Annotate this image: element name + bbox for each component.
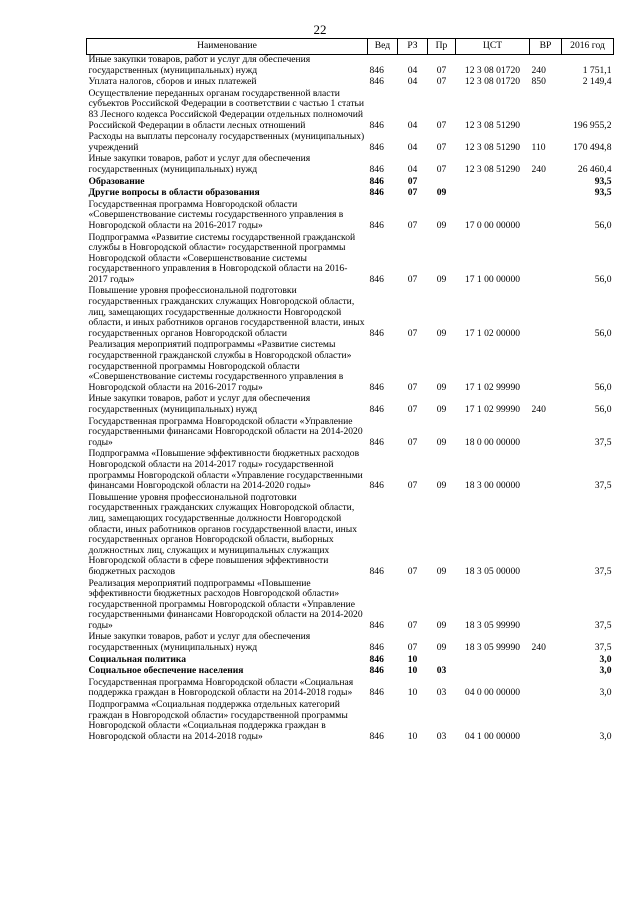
row-cst: [456, 666, 530, 678]
table-row: [87, 678, 614, 700]
row-vr: [530, 417, 562, 450]
table-row: [87, 89, 614, 132]
row-sum: 37,5: [594, 619, 612, 631]
row-name: Подпрограмма «Социальная поддержка отдельных категорий граждан в Новгородской области» государственной программы Новгородской области «Социальная поддержка граждан в Новгородской области на 2014-2018 годы»: [88, 699, 348, 742]
row-rz: 04: [407, 64, 418, 76]
row-rz: 07: [407, 187, 418, 199]
row-sum: 196 955,2: [573, 119, 612, 131]
row-vr: [530, 449, 562, 492]
row-rz: 04: [407, 163, 418, 175]
row-name: Повышение уровня профессиональной подготовки государственных гражданских служащих Новгородской области, лиц, замещающих государственные должности Новгородской области, иных работников органов государственной власти, иных государственных органов Новгородской области, выборных должностных лиц, служащих и муниципальных служащих Новгородской области в сфере повышения эффективности бюджетных расходов: [88, 491, 358, 577]
row-vr: [530, 188, 562, 200]
table-row: [87, 340, 614, 394]
row-vr: 240: [531, 64, 546, 76]
row-rz: 07: [407, 436, 418, 448]
row-cst: 12 3 08 01720: [464, 76, 521, 88]
row-ved: 846: [369, 642, 384, 654]
row-ved: 846: [369, 64, 384, 76]
row-sum: 3,0: [599, 730, 612, 742]
row-name: Другие вопросы в области образования: [88, 187, 260, 199]
row-name: Подпрограмма «Повышение эффективности бюджетных расходов Новгородской области на 2014-2017 годы» государственной программы Новгородской области «Управление государственными финансами Новгородской области на 2014-2020 годы»: [88, 448, 363, 492]
row-cst: 18 3 05 99990: [464, 642, 521, 654]
table-row: [87, 55, 614, 78]
row-pr: 07: [436, 64, 447, 76]
row-rz: 10: [407, 665, 418, 677]
row-vr: [530, 200, 562, 233]
row-rz: 04: [407, 119, 418, 131]
table-row: [87, 132, 614, 154]
row-sum: 37,5: [594, 565, 612, 577]
row-ved: 846: [369, 175, 384, 187]
row-cst: [456, 655, 530, 667]
row-name: Иные закупки товаров, работ и услуг для обеспечения государственных (муниципальных) нужд: [88, 54, 311, 76]
row-cst: 17 1 00 00000: [464, 273, 521, 285]
row-ved: 846: [369, 273, 384, 285]
table-row: [87, 493, 614, 579]
row-sum: 93,5: [594, 175, 612, 187]
row-pr: 09: [436, 565, 447, 577]
row-cst: 12 3 08 51290: [464, 163, 521, 175]
row-pr: 03: [436, 687, 447, 699]
row-ved: 846: [369, 653, 384, 665]
row-rz: 10: [407, 730, 418, 742]
row-pr: 09: [436, 642, 447, 654]
row-vr: 240: [531, 642, 546, 654]
row-name: Иные закупки товаров, работ и услуг для обеспечения государственных (муниципальных) нужд: [88, 631, 311, 654]
row-pr: 09: [436, 273, 447, 285]
page-number: 22: [313, 22, 327, 37]
row-pr: 07: [436, 119, 447, 131]
row-name: Социальное обеспечение населения: [88, 665, 244, 677]
row-cst: 18 3 05 99990: [464, 619, 521, 631]
row-vr: [530, 493, 562, 579]
row-cst: 04 1 00 00000: [464, 730, 521, 742]
row-cst: 17 0 00 00000: [464, 219, 521, 231]
row-pr: 09: [436, 187, 447, 199]
row-rz: 04: [407, 76, 418, 88]
row-ved: 846: [369, 665, 384, 677]
table-row: [87, 700, 614, 743]
row-sum: 37,5: [594, 642, 612, 654]
header-sum: 2016 год: [562, 39, 614, 55]
row-ved: 846: [369, 619, 384, 631]
row-name: Социальная политика: [88, 653, 187, 665]
table-row: [87, 286, 614, 340]
row-pr: 09: [436, 327, 447, 339]
row-name: Уплата налогов, сборов и иных платежей: [88, 76, 257, 88]
row-pr: 09: [436, 404, 447, 415]
row-name: Расходы на выплаты персоналу государственных (муниципальных) учреждений: [88, 131, 365, 153]
row-vr: [530, 678, 562, 700]
row-rz: 07: [407, 175, 418, 187]
row-name: Государственная программа Новгородской области «Управление государственными финансами Новгородской области на 2014-2020 годы»: [88, 415, 363, 448]
row-name: Иные закупки товаров, работ и услуг для обеспечения государственных (муниципальных) нужд: [88, 153, 311, 175]
row-rz: 04: [407, 141, 418, 153]
row-cst: [456, 188, 530, 200]
row-cst: 12 3 08 01720: [464, 64, 521, 76]
row-rz: 07: [407, 480, 418, 492]
row-vr: [530, 579, 562, 633]
row-name: Реализация мероприятий подпрограммы «Развитие системы государственной гражданской службы в Новгородской области» государственной программы Новгородской области «Совершенствование системы государственного управления в Новгородской области на 2016-2017 годы»: [88, 339, 352, 393]
row-rz: 07: [407, 619, 418, 631]
budget-table: [86, 38, 614, 743]
row-pr: 07: [436, 163, 447, 175]
row-name: Реализация мероприятий подпрограммы «Повышение эффективности бюджетных расходов Новгородской области» государственной программы Новгородской области «Управление государственными финансами Новгородской области на 2014-2020 годы»: [88, 577, 363, 631]
row-vr: [530, 177, 562, 189]
row-vr: 850: [531, 76, 546, 88]
row-ved: 846: [369, 381, 384, 393]
row-pr: 03: [436, 665, 447, 677]
row-ved: 846: [369, 219, 384, 231]
row-cst: [456, 177, 530, 189]
row-cst: 04 0 00 00000: [464, 687, 521, 699]
table-row: [87, 417, 614, 450]
row-pr: 07: [436, 141, 447, 153]
row-vr: [530, 89, 562, 132]
row-rz: 07: [407, 381, 418, 393]
row-cst: 17 1 02 99990: [464, 381, 521, 393]
row-rz: 07: [407, 273, 418, 285]
table-row: [87, 449, 614, 492]
row-name: Государственная программа Новгородской области «Социальная поддержка граждан в Новгородской области на 2014-2018 годы»: [88, 676, 354, 699]
row-pr: 09: [436, 219, 447, 231]
header-ved: Вед: [368, 39, 398, 55]
row-pr: 09: [436, 619, 447, 631]
table-row: [87, 579, 614, 633]
row-sum: 170 494,8: [573, 141, 612, 153]
table-row: [87, 233, 614, 287]
row-sum: 37,5: [594, 436, 612, 448]
row-ved: 846: [369, 404, 384, 415]
header-vr: ВР: [530, 39, 562, 55]
row-sum: 3,0: [599, 653, 612, 665]
row-sum: 56,0: [594, 273, 612, 285]
row-ved: 846: [369, 141, 384, 153]
row-cst: 12 3 08 51290: [464, 141, 521, 153]
row-rz: 07: [407, 327, 418, 339]
row-sum: 1 751,1: [582, 64, 612, 76]
header-rz: РЗ: [398, 39, 428, 55]
row-cst: 18 0 00 00000: [464, 436, 521, 448]
row-pr: 09: [436, 480, 447, 492]
row-sum: 37,5: [594, 480, 612, 492]
table-header-row: [87, 39, 614, 55]
row-vr: 110: [531, 141, 546, 153]
table-row: [87, 200, 614, 233]
row-sum: 56,0: [594, 327, 612, 339]
row-sum: 26 460,4: [577, 163, 612, 175]
row-ved: 846: [369, 565, 384, 577]
row-ved: 846: [369, 730, 384, 742]
header-cst: ЦСТ: [456, 39, 530, 55]
table-row: [87, 154, 614, 176]
row-pr: 09: [436, 381, 447, 393]
row-ved: 846: [369, 436, 384, 448]
row-name: Осуществление переданных органам государственной власти субъектов Российской Федерации в соответствии с частью 1 статьи 83 Лесного кодекса Российской Федерации отдельных полномочий Российской Федерации в области лесных отношений: [88, 87, 365, 131]
row-rz: 07: [407, 642, 418, 654]
row-vr: [530, 700, 562, 743]
row-cst: 12 3 08 51290: [464, 119, 521, 131]
row-cst: 17 1 02 99990: [464, 404, 521, 415]
row-rz: 07: [407, 565, 418, 577]
header-name: Наименование: [87, 39, 368, 55]
row-vr: 240: [531, 404, 546, 415]
row-ved: 846: [369, 163, 384, 175]
row-name: Иные закупки товаров, работ и услуг для обеспечения государственных (муниципальных) нужд: [88, 393, 311, 415]
row-sum: 56,0: [594, 404, 612, 415]
row-vr: [530, 655, 562, 667]
row-rz: 10: [407, 687, 418, 699]
row-pr: 09: [436, 436, 447, 448]
row-ved: 846: [369, 687, 384, 699]
row-sum: 93,5: [594, 187, 612, 199]
table-row: [87, 188, 614, 200]
table-row: [87, 394, 614, 416]
row-name: Образование: [88, 175, 145, 187]
row-sum: 3,0: [599, 687, 612, 699]
table-row: [87, 632, 614, 654]
row-sum: 2 149,4: [582, 76, 612, 88]
row-sum: 56,0: [594, 219, 612, 231]
row-vr: [530, 340, 562, 394]
table-body: [87, 55, 614, 744]
row-vr: [530, 666, 562, 678]
row-pr: 07: [436, 76, 447, 88]
header-pr: Пр: [428, 39, 456, 55]
row-vr: [530, 233, 562, 287]
row-pr: 03: [436, 730, 447, 742]
row-name: Повышение уровня профессиональной подготовки государственных гражданских служащих Новгородской области, лиц, замещающих государственные должности Новгородской области, и иных работников органов государственной власти, иных государственных органов Новгородской области: [88, 285, 365, 339]
row-name: Государственная программа Новгородской области «Совершенствование системы государственного управления в Новгородской области на 2016-2017 годы»: [88, 198, 344, 231]
row-name: Подпрограмма «Развитие системы государственной гражданской службы в Новгородской области» государственной программы Новгородской области «Совершенствование системы государственного управления в Новгородской области на 2016-2017 годы»: [88, 231, 356, 285]
row-rz: 07: [407, 404, 418, 415]
row-rz: 10: [407, 653, 418, 665]
row-rz: 07: [407, 219, 418, 231]
row-ved: 846: [369, 76, 384, 88]
row-cst: 17 1 02 00000: [464, 327, 521, 339]
row-vr: 240: [531, 163, 546, 175]
row-ved: 846: [369, 480, 384, 492]
row-ved: 846: [369, 119, 384, 131]
row-ved: 846: [369, 187, 384, 199]
row-cst: 18 3 00 00000: [464, 480, 521, 492]
row-sum: 56,0: [594, 381, 612, 393]
row-sum: 3,0: [599, 665, 612, 677]
row-vr: [530, 286, 562, 340]
row-ved: 846: [369, 327, 384, 339]
row-cst: 18 3 05 00000: [464, 565, 521, 577]
